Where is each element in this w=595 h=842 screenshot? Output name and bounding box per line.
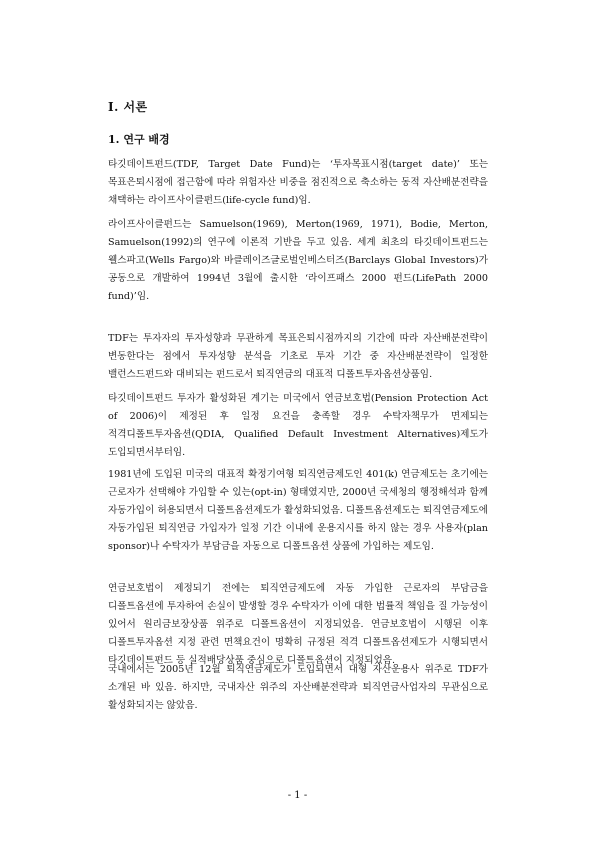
paragraph: TDF는 투자자의 투자성향과 무관하게 목표은퇴시점까지의 기간에 따라 자산배분전략이 변동한다는 점에서 투자성향 분석을 기초로 투자 기간 중 자산배분전략이 일정한 밸런스드펀드와 대비되는 펀드로서 퇴직연금의 대표적 디폴트투자옵션상품임. (108, 333, 488, 380)
paragraph: 타깃데이트펀드 투자가 활성화된 계기는 미국에서 연금보호법(Pension Protection Act of 2006)이 제정된 후 일정 요건을 충족할 경우 수탁자책무가 면제되는 적격디폴트투자옵션(QDIA, Qualified Default Investment Alternatives)제도가 도입되면서부터임. (108, 393, 488, 458)
paragraph: 1981년에 도입된 미국의 대표적 확정기여형 퇴직연금제도인 401(k) 연금제도는 초기에는 근로자가 선택해야 가입할 수 있는(opt-in) 형태였지만, 2000년 국세청의 행정해석과 함께 자동가입이 허용되면서 디폴트옵션제도가 활성화되었음. 디폴트옵션제도는 퇴직연금제도에 자동가입된 퇴직연금 가입자가 일정 기간 이내에 운용지시를 하지 않는 경우 사용자(plan sponsor)나 수탁자가 부담금을 자동으로 디폴트옵션 상품에 가입하는 제도임. (108, 469, 488, 552)
paragraph: 타깃데이트펀드(TDF, Target Date Fund)는 ‘투자목표시점(target date)’ 또는 목표은퇴시점에 접근함에 따라 위험자산 비중을 점진적으로 축소하는 동적 자산배분전략을 채택하는 라이프사이클펀드(life-cycle fund)임. (108, 159, 488, 206)
section-title: Ⅰ. 서론 (108, 100, 148, 114)
paragraph: 국내에서는 2005년 12월 퇴직연금제도가 도입되면서 대형 자산운용사 위주로 TDF가 소개된 바 있음. 하지만, 국내자산 위주의 자산배분전략과 퇴직연금사업자의 무관심으로 활성화되지는 않았음. (108, 664, 488, 711)
paragraph: 연금보호법이 제정되기 전에는 퇴직연금제도에 자동 가입한 근로자의 부담금을 디폴트옵션에 투자하여 손실이 발생할 경우 수탁자가 이에 대한 법률적 책임을 질 가능성이 있어서 원리금보장상품 위주로 디폴트옵션이 지정되었음. 연금보호법이 시행된 이후 디폴트투자옵션 지정 관련 면책요건이 명확히 규정된 적격 디폴트옵션제도가 시행되면서 타깃데이트펀드 등 실적배당상품 중심으로 디폴트옵션이 지정되었음. (108, 583, 488, 666)
subsection-title: 1. 연구 배경 (108, 133, 170, 146)
paragraph: 라이프사이클펀드는 Samuelson(1969), Merton(1969, 1971), Bodie, Merton, Samuelson(1992)의 연구에 이론적 기반을 두고 있음. 세계 최초의 타깃데이트펀드는 웰스파고(Wells Fargo)와 바클레이즈글로벌인베스터즈(Barclays Global Investors)가 공동으로 개발하여 1994년 3월에 출시한 ‘라이프패스 2000 펀드(LifePath 2000 fund)’임. (108, 219, 488, 302)
page-number: - 1 - (287, 790, 308, 801)
